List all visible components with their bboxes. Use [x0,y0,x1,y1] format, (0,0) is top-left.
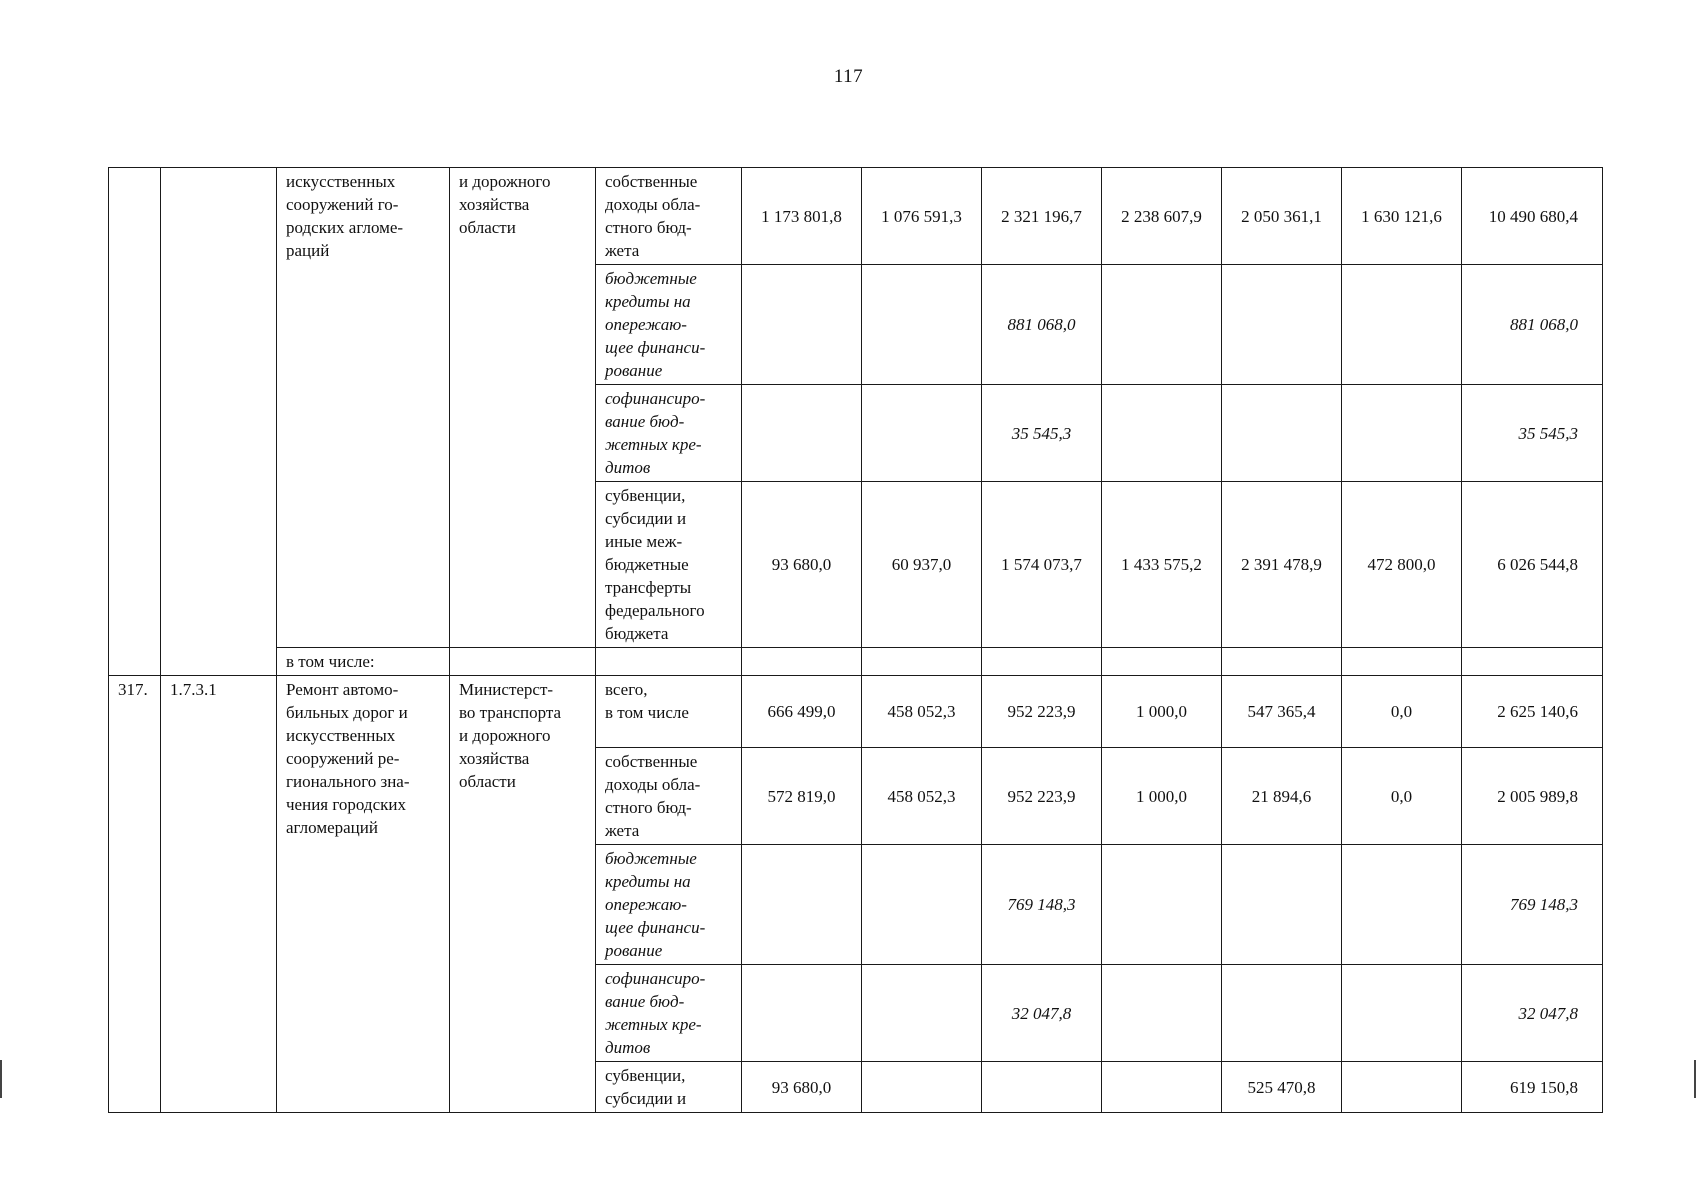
year-value-cell: 2 238 607,9 [1102,168,1222,265]
text-line: субвенции, [605,486,686,505]
executor-cell [450,168,596,648]
text-line: софинансиро- [605,389,706,408]
including-row [109,648,1603,676]
year-value-cell: 0,0 [1342,748,1462,845]
year-value-cell: 2 050 361,1 [1222,168,1342,265]
year-value-cell: 1 433 575,2 [1102,482,1222,648]
total-value-cell: 2 005 989,8 [1462,748,1603,845]
year-value-cell [862,845,982,965]
year-value-cell: 32 047,8 [982,965,1102,1062]
text-line: софинансиро- [605,969,706,988]
text-line: федерального [605,601,705,620]
text-line: и дорожного [459,172,551,191]
text-line: стного бюд- [605,798,692,817]
empty-cell [742,648,862,676]
year-value-cell: 1 000,0 [1102,748,1222,845]
text-line: бюджетные [605,555,689,574]
text-line: искусственных [286,172,396,191]
text-line: жета [605,821,640,840]
text-line: трансферты [605,578,692,597]
year-value-cell [1102,385,1222,482]
text-line: родских агломе- [286,218,404,237]
year-value-cell: 2 391 478,9 [1222,482,1342,648]
text-line: жета [605,241,640,260]
text-line: сооружений ре- [286,749,400,768]
text-line: Ремонт автомо- [286,680,399,699]
year-value-cell: 1 574 073,7 [982,482,1102,648]
funding-source-cell [596,676,742,748]
funding-source-cell [596,385,742,482]
funding-source-cell [596,1062,742,1113]
funding-source-cell [596,965,742,1062]
year-value-cell [742,965,862,1062]
year-value-cell: 1 000,0 [1102,676,1222,748]
funding-source-cell [596,482,742,648]
budget-table [108,167,1603,1113]
measure-name-cell [277,168,450,648]
total-value-cell: 769 148,3 [1462,845,1603,965]
text-line: области [459,218,516,237]
total-value-cell: 35 545,3 [1462,385,1603,482]
text-line: бюджетные [605,269,697,288]
total-value-cell: 6 026 544,8 [1462,482,1603,648]
year-value-cell: 35 545,3 [982,385,1102,482]
year-value-cell [1102,845,1222,965]
text-line: всего, [605,680,648,699]
year-value-cell: 769 148,3 [982,845,1102,965]
empty-cell [450,648,596,676]
text-line: Министерст- [459,680,554,699]
year-value-cell [1102,265,1222,385]
text-line: раций [286,241,330,260]
text-line: бюджетные [605,849,697,868]
funding-source-cell [596,168,742,265]
text-line: щее финанси- [605,918,706,937]
text-line: бюджета [605,624,669,643]
text-line: опережаю- [605,895,687,914]
text-line: сооружений го- [286,195,399,214]
text-line: и дорожного [459,726,551,745]
year-value-cell: 458 052,3 [862,676,982,748]
empty-cell [596,648,742,676]
year-value-cell: 0,0 [1342,676,1462,748]
table-row [109,676,1603,748]
year-value-cell: 525 470,8 [1222,1062,1342,1113]
number-cell [109,168,161,676]
year-value-cell: 881 068,0 [982,265,1102,385]
year-value-cell [1102,965,1222,1062]
year-value-cell [862,965,982,1062]
text-line: доходы обла- [605,195,701,214]
funding-source-cell [596,748,742,845]
text-line: области [459,772,516,791]
year-value-cell: 93 680,0 [742,1062,862,1113]
funding-source-cell [596,845,742,965]
year-value-cell: 21 894,6 [1222,748,1342,845]
year-value-cell [1222,265,1342,385]
text-line: стного бюд- [605,218,692,237]
empty-cell [1102,648,1222,676]
item-number-cell: 317. [109,676,161,1113]
year-value-cell [742,385,862,482]
year-value-cell [982,1062,1102,1113]
empty-cell [982,648,1102,676]
year-value-cell [1342,385,1462,482]
text-line: опережаю- [605,315,687,334]
year-value-cell: 572 819,0 [742,748,862,845]
text-line: чения городских [286,795,406,814]
text-line: рование [605,941,663,960]
year-value-cell: 547 365,4 [1222,676,1342,748]
year-value-cell: 1 076 591,3 [862,168,982,265]
executor-cell [450,676,596,1113]
year-value-cell: 666 499,0 [742,676,862,748]
scan-edge-mark-left [0,1060,2,1098]
text-line: в том числе [605,703,689,722]
text-line: доходы обла- [605,775,701,794]
year-value-cell: 93 680,0 [742,482,862,648]
text-line: агломераций [286,818,378,837]
text-line: вание бюд- [605,992,685,1011]
text-line: гионального зна- [286,772,410,791]
year-value-cell [1222,385,1342,482]
year-value-cell [742,265,862,385]
year-value-cell [862,385,982,482]
text-line: искусственных [286,726,396,745]
year-value-cell: 2 321 196,7 [982,168,1102,265]
year-value-cell [1342,845,1462,965]
text-line: бильных дорог и [286,703,408,722]
text-line: хозяйства [459,195,530,214]
scan-edge-mark-right [1694,1060,1696,1098]
text-line: рование [605,361,663,380]
total-value-cell: 619 150,8 [1462,1062,1603,1113]
table-body [109,168,1603,1113]
text-line: жетных кре- [605,1015,702,1034]
text-line: собственные [605,752,698,771]
text-line: кредиты на [605,872,691,891]
empty-cell [1462,648,1603,676]
year-value-cell [862,265,982,385]
year-value-cell: 60 937,0 [862,482,982,648]
year-value-cell: 458 052,3 [862,748,982,845]
text-line: субвенции, [605,1066,686,1085]
funding-source-cell [596,265,742,385]
table-row [109,168,1603,265]
item-code-cell: 1.7.3.1 [161,676,277,1113]
empty-cell [862,648,982,676]
text-line: субсидии и [605,509,687,528]
measure-name-cell [277,676,450,1113]
text-line: дитов [605,458,651,477]
text-line: кредиты на [605,292,691,311]
code-cell [161,168,277,676]
empty-cell [1222,648,1342,676]
total-value-cell: 881 068,0 [1462,265,1603,385]
including-label: в том числе: [277,648,450,676]
empty-cell [1342,648,1462,676]
page-number: 117 [833,66,864,87]
year-value-cell: 472 800,0 [1342,482,1462,648]
text-line: собственные [605,172,698,191]
total-value-cell: 32 047,8 [1462,965,1603,1062]
year-value-cell [1222,965,1342,1062]
year-value-cell: 952 223,9 [982,748,1102,845]
year-value-cell [1342,265,1462,385]
year-value-cell [742,845,862,965]
year-value-cell: 952 223,9 [982,676,1102,748]
text-line: субсидии и [605,1089,687,1108]
year-value-cell [862,1062,982,1113]
text-line: жетных кре- [605,435,702,454]
text-line: вание бюд- [605,412,685,431]
text-line: дитов [605,1038,651,1057]
year-value-cell [1342,965,1462,1062]
total-value-cell: 2 625 140,6 [1462,676,1603,748]
year-value-cell [1222,845,1342,965]
text-line: иные меж- [605,532,683,551]
total-value-cell: 10 490 680,4 [1462,168,1603,265]
year-value-cell: 1 173 801,8 [742,168,862,265]
text-line: щее финанси- [605,338,706,357]
year-value-cell [1342,1062,1462,1113]
text-line: во транспорта [459,703,562,722]
text-line: хозяйства [459,749,530,768]
year-value-cell: 1 630 121,6 [1342,168,1462,265]
year-value-cell [1102,1062,1222,1113]
